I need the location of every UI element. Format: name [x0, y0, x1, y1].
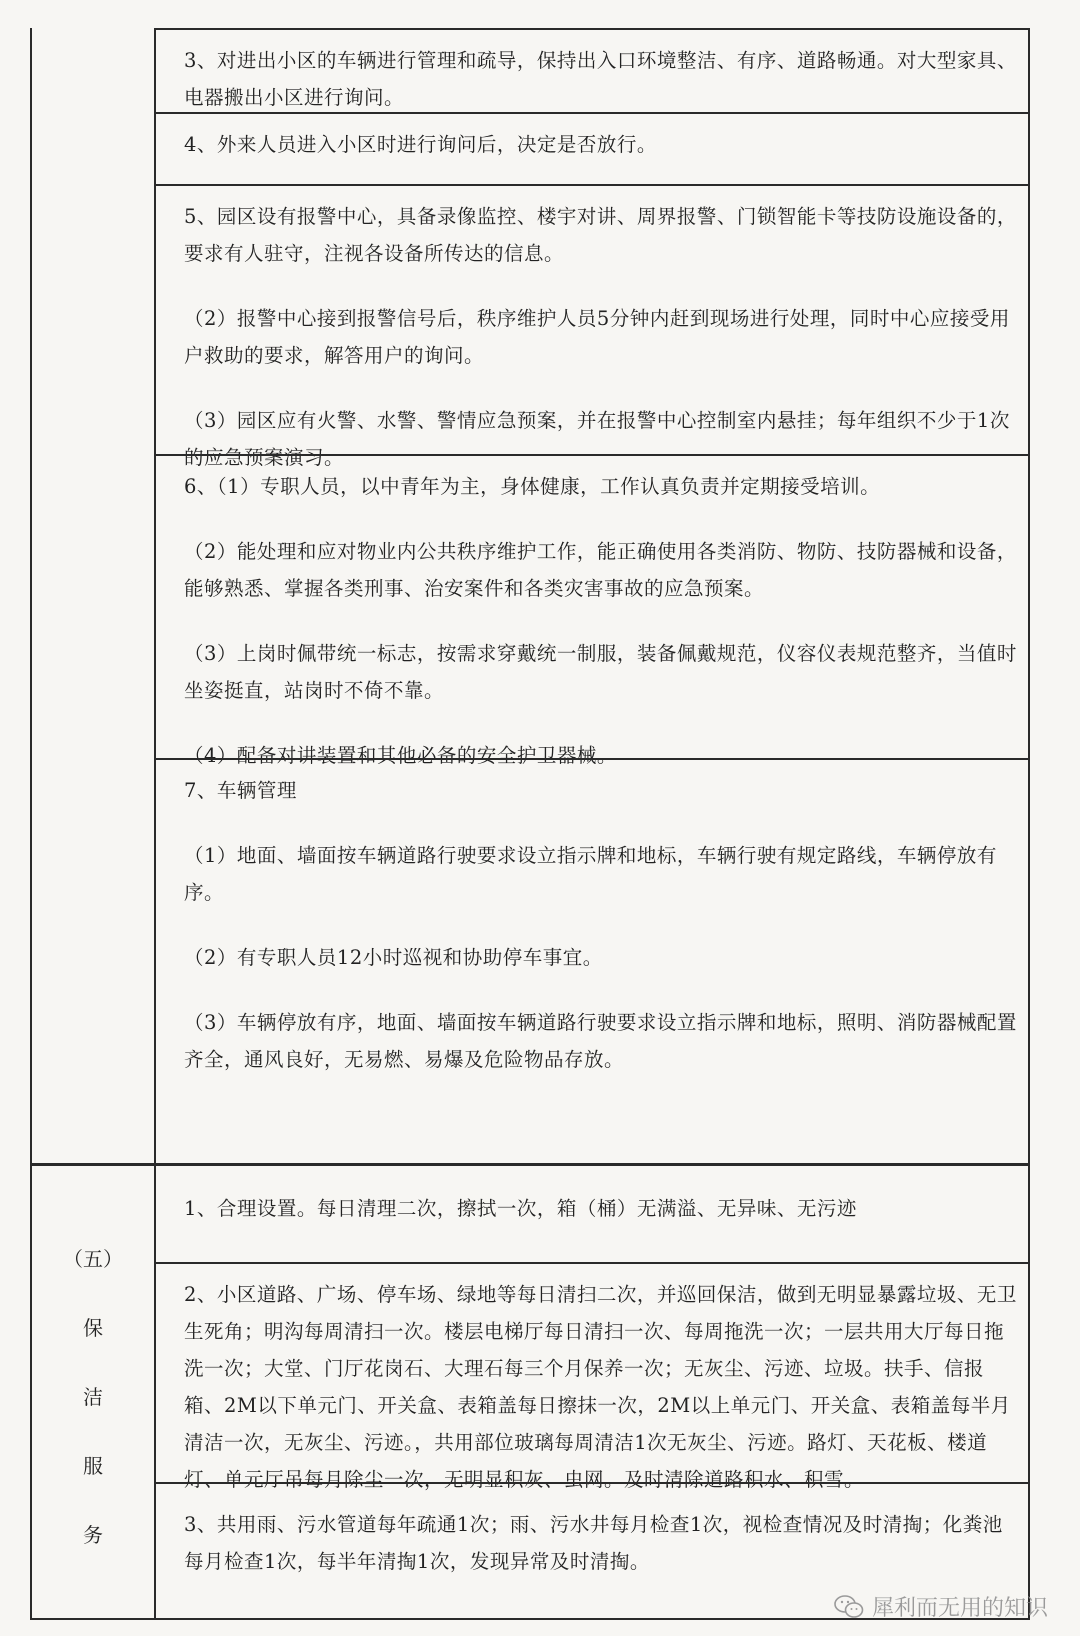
row-text: 6、（1）专职人员，以中青年为主，身体健康，工作认真负责并定期接受培训。: [184, 475, 881, 498]
section-number: （五）: [63, 1247, 123, 1271]
row-text: （1）地面、墙面按车辆道路行驶要求设立指示牌和地标，车辆行驶有规定路线，车辆停放有序。: [184, 844, 997, 904]
row-text: 5、园区设有报警中心，具备录像监控、楼宇对讲、周界报警、门锁智能卡等技防设施设备的，要求有人驻守，注视各设备所传达的信息。: [184, 205, 1017, 265]
table-row: [156, 28, 1030, 112]
row-text: 3、共用雨、污水管道每年疏通1次；雨、污水井每月检查1次，视检查情况及时清掏；化粪池每月检查1次，每半年清掏1次，发现异常及时清掏。: [184, 1513, 1003, 1573]
watermark: [834, 1591, 1048, 1622]
row-text: （3）上岗时佩带统一标志，按需求穿戴统一制服，装备佩戴规范，仪容仪表规范整齐，当值时坐姿挺直，站岗时不倚不靠。: [184, 642, 1017, 702]
table-row: [156, 184, 1030, 469]
row-text: 1、合理设置。每日清理二次，擦拭一次，箱（桶）无满溢、无异味、无污迹: [184, 1197, 857, 1220]
section-title-char: 洁: [83, 1385, 103, 1409]
row-text: （2）有专职人员12小时巡视和协助停车事宜。: [184, 946, 603, 969]
wechat-icon: [834, 1594, 864, 1620]
row-text: （2）报警中心接到报警信号后，秩序维护人员5分钟内赶到现场进行处理，同时中心应接受用户救助的要求，解答用户的询问。: [184, 307, 1010, 367]
table-row: [156, 454, 1030, 767]
section-five-label: [30, 1225, 156, 1570]
row-text: 3、对进出小区的车辆进行管理和疏导，保持出入口环境整洁、有序、道路畅通。对大型家具、电器搬出小区进行询问。: [184, 49, 1017, 109]
table-row: [156, 758, 1030, 1163]
row-text: （4）配备对讲装置和其他必备的安全护卫器械。: [184, 744, 617, 767]
row-text: （3）车辆停放有序，地面、墙面按车辆道路行驶要求设立指示牌和地标，照明、消防器械配置齐全，通风良好，无易燃、易爆及危险物品存放。: [184, 1011, 1017, 1071]
table-row: [156, 1262, 1030, 1491]
watermark-text: 犀利而无用的知识: [871, 1596, 1048, 1621]
row-text: 7、车辆管理: [184, 779, 297, 802]
section-title-char: 保: [83, 1316, 103, 1340]
row-text: （3）园区应有火警、水警、警情应急预案，并在报警中心控制室内悬挂；每年组织不少于1次的应急预案演习。: [184, 409, 1010, 469]
table-row: [156, 1166, 1030, 1262]
section-title-char: 服: [83, 1454, 103, 1478]
row-text: （2）能处理和应对物业内公共秩序维护工作，能正确使用各类消防、物防、技防器械和设备，能够熟悉、掌握各类刑事、治安案件和各类灾害事故的应急预案。: [184, 540, 1017, 600]
table-row: [156, 112, 1030, 184]
row-text: 4、外来人员进入小区时进行询问后，决定是否放行。: [184, 133, 657, 156]
row-text: 2、小区道路、广场、停车场、绿地等每日清扫二次，并巡回保洁，做到无明显暴露垃圾、无卫生死角；明沟每周清扫一次。楼层电梯厅每日清扫一次、每周拖洗一次；一层共用大厅每日拖洗一次；大堂、门厅花岗石、大理石每三个月保养一次；无灰尘、污迹、垃圾。扶手、信报箱、2M以下单元门、开关盒、表箱盖每日擦抹一次，2M以上单元门、开关盒、表箱盖每半月清洁一次，无灰尘、污迹。，共用部位玻璃每周清洁1次无灰尘、污迹。路灯、天花板、楼道灯、单元厅吊每月除尘一次，无明显积灰、虫网。及时清除道路积水、积雪。: [184, 1283, 1017, 1491]
section-title-char: 务: [83, 1523, 103, 1547]
